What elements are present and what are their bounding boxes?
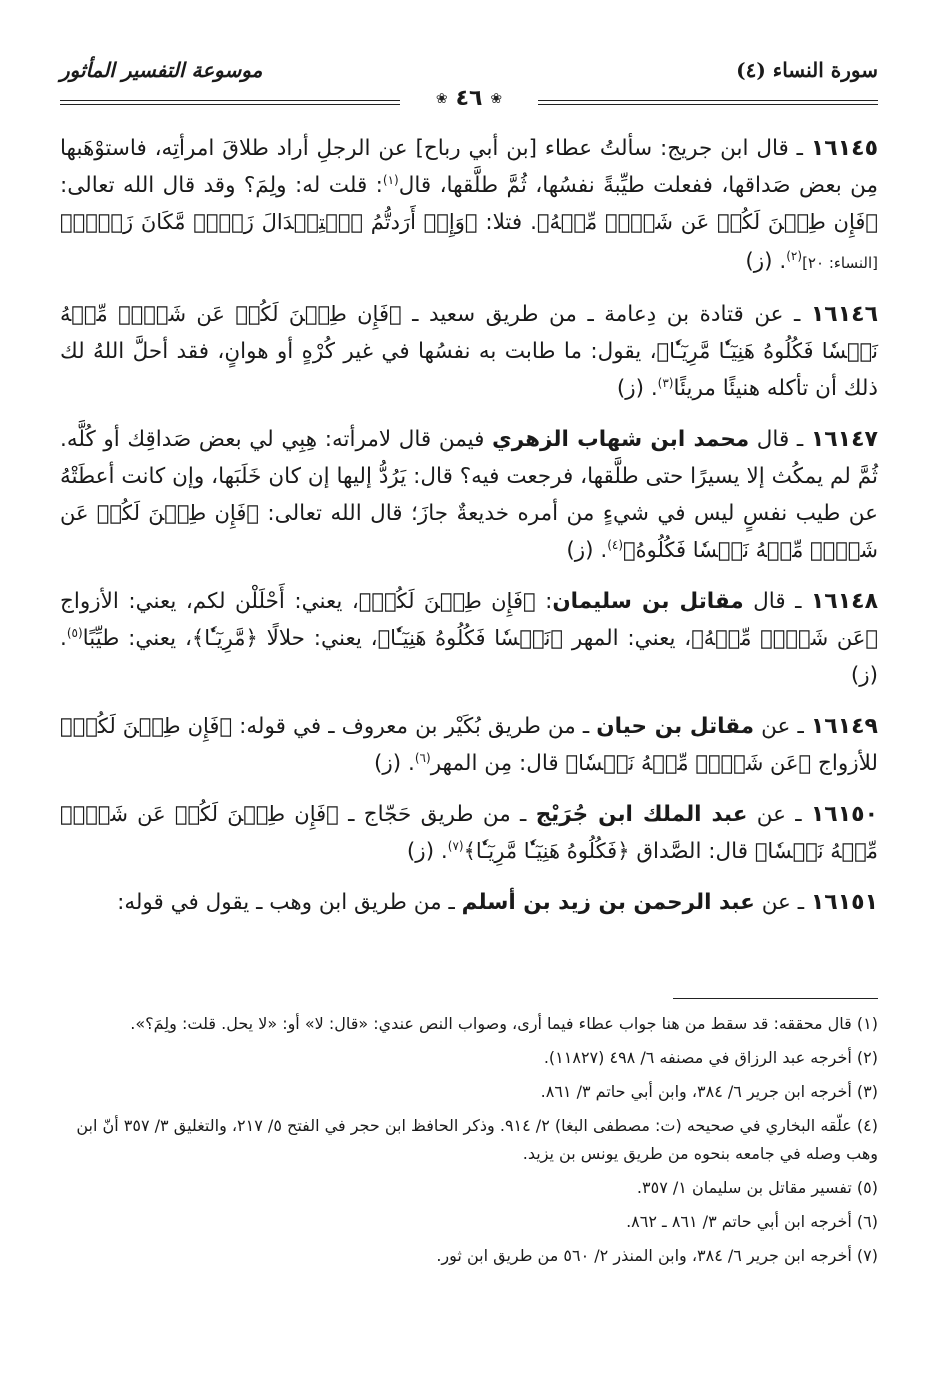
narration-number: ١٦١٥٠ xyxy=(810,802,879,827)
narration-text: ـ قال xyxy=(749,427,811,452)
main-text xyxy=(60,130,878,935)
narration-text: قال: الصَّداق xyxy=(629,839,755,864)
narration-text: ، يقول: ما طابت به نفسُها في غير كُرْهٍ أو هوانٍ، فقد أحلَّ اللهُ لك ذلك أن تأكله هنيئًا مريئًا xyxy=(60,339,878,401)
narration-text: قال: مِن المهر xyxy=(430,751,566,776)
narrator-name: عبد الرحمن بن زيد بن أسلم xyxy=(461,890,755,915)
footnote-marker[interactable]: (٥) xyxy=(66,625,83,640)
narration-text: ـ عن xyxy=(747,802,811,827)
narration-text: . فتلا: xyxy=(477,210,537,235)
page-number-block xyxy=(60,86,878,111)
narration-text: ـ عن xyxy=(754,714,811,739)
page-number: ٤٦ xyxy=(455,86,483,111)
quran-quote: ﴿وَإِنۡ أَرَدتُّمُ ٱسۡتِبۡدَالَ زَوۡجٖ مَّكَانَ زَوۡجٖ﴾ xyxy=(60,210,478,234)
quran-quote: ﴿فَإِن طِبۡنَ لَكُمۡ﴾ xyxy=(358,589,536,613)
book-page xyxy=(60,52,878,1352)
footnote-marker[interactable]: (٧) xyxy=(447,838,464,853)
narration-16149 xyxy=(60,708,878,782)
footnote-2: (٢) أخرجه عبد الرزاق في مصنفه ٦/ ٤٩٨ (١١٨٢٧). xyxy=(543,1048,878,1067)
narration-tail: . (ز) xyxy=(616,376,658,401)
page-header xyxy=(60,52,878,114)
narration-text: ، يعني: طيِّبًا xyxy=(82,626,192,651)
quran-quote: ﴿فَإِن طِبۡنَ لَكُمۡ عَن شَيۡءٖ مِّنۡهُ نَفۡسٗا﴾ xyxy=(60,802,878,863)
footnote-5: (٥) تفسير مقاتل بن سليمان ١/ ٣٥٧. xyxy=(636,1178,878,1197)
ornament-icon: ❀ xyxy=(435,91,448,107)
footnote-marker[interactable]: (٣) xyxy=(657,375,674,390)
narration-tail: . (ز) xyxy=(566,538,608,563)
quran-quote: ﴿فَإِن طِبۡنَ لَكُمۡ عَن شَيۡءٖ مِّنۡهُ﴾ xyxy=(536,210,879,234)
narration-tail: . (ز) xyxy=(60,626,878,688)
footnote-divider xyxy=(673,998,878,999)
narration-tail: . (ز) xyxy=(406,839,448,864)
narration-text: ـ عن قتادة بن دِعامة ـ من طريق سعيد ـ xyxy=(401,302,811,327)
narration-text: ، يعني: المهر xyxy=(563,626,692,651)
narration-text: : xyxy=(535,589,553,614)
narrator-name: عبد الملك ابن جُرَيْج xyxy=(535,802,748,827)
narration-text: ، يعني: حلالًا xyxy=(257,626,378,651)
footnote-7: (٧) أخرجه ابن جرير ٦/ ٣٨٤، وابن المنذر ٢/ ٥٦٠ من طريق ابن ثور. xyxy=(436,1246,878,1265)
narration-text: ـ قال ابن جريج: سألتُ عطاء [بن أبي رباح] عن الرجلِ أراد طلاقَ امرأتِه، فاستوْهَبها مِن بعض صَداقها، ففعلت طيِّبةً نفسُها، ثُمَّ طلَّقها، قال xyxy=(60,136,878,198)
footnote-marker[interactable]: (٤) xyxy=(607,537,624,552)
footnote-6: (٦) أخرجه ابن أبي حاتم ٣/ ٨٦١ ـ ٨٦٢. xyxy=(626,1212,878,1231)
narration-16148 xyxy=(60,583,878,694)
footnote-3: (٣) أخرجه ابن جرير ٦/ ٣٨٤، وابن أبي حاتم ٣/ ٨٦١. xyxy=(540,1082,878,1101)
narration-16147 xyxy=(60,421,878,569)
narration-16150 xyxy=(60,796,878,870)
quran-quote: ﴿عَن شَيۡءٖ مِّنۡهُ نَفۡسٗا﴾ xyxy=(565,751,812,775)
narration-number: ١٦١٤٩ xyxy=(810,714,878,739)
narration-number: ١٦١٤٨ xyxy=(810,589,879,614)
narration-text: ـ قال xyxy=(743,589,811,614)
narration-tail: . (ز) xyxy=(745,249,787,274)
quran-quote: ﴿فَكُلُوهُ هَنِيٓـٔٗا مَّرِيٓـٔٗا﴾ xyxy=(463,839,630,863)
narration-text: ـ عن xyxy=(754,890,811,915)
narrator-name: محمد ابن شهاب الزهري xyxy=(492,427,750,452)
verse-reference: [النساء: ٢٠] xyxy=(802,254,878,272)
footnote-marker[interactable]: (٢) xyxy=(786,248,803,263)
narration-number: ١٦١٤٧ xyxy=(810,427,878,452)
narration-text: : قلت له: ولِمَ؟ وقد قال الله تعالى: xyxy=(60,173,383,198)
narration-16151 xyxy=(60,884,878,921)
ornament-icon: ❀ xyxy=(490,91,503,107)
footnote-1: (١) قال محققه: قد سقط من هنا جواب عطاء فيما أرى، وصواب النص عندي: «قال: لا» أو: «لا يحل. قلت: ولِمَ؟». xyxy=(130,1014,878,1033)
narration-tail: . (ز) xyxy=(374,751,415,776)
narration-number: ١٦١٥١ xyxy=(810,890,878,915)
narration-number: ١٦١٤٦ xyxy=(810,302,878,327)
narration-text: ـ من طريق حَجّاج ـ xyxy=(338,802,536,827)
footnote-marker[interactable]: (١) xyxy=(382,172,399,187)
narration-16146 xyxy=(60,296,878,407)
footnote-marker[interactable]: (٦) xyxy=(414,750,431,765)
quran-quote: ﴿فَإِن طِبۡنَ لَكُمۡ عَن شَيۡءٖ مِّنۡهُ نَفۡسٗا فَكُلُوهُ﴾ xyxy=(60,501,878,562)
narrator-name: مقاتل بن حيان xyxy=(596,714,755,739)
narrator-name: مقاتل بن سليمان xyxy=(552,589,744,614)
narration-text: فيمن قال لامرأته: هِبِي لي بعض صَداقِك أو كُلَّه. ثُمَّ لم يمكُث إلا يسيرًا حتى طلَّقها، فرجعت فيه؟ قال: يَرُدُّ إليها إن كان خَلَبَها، وإن كانت أعطَتْهُ عن طيب نفسٍ ليس في شيءٍ من أمره خديعةٌ جازَ؛ قال الله تعالى: xyxy=(60,427,878,526)
narration-text: ـ من طريق بُكَيْر بن معروف ـ في قوله: xyxy=(232,714,597,739)
narration-number: ١٦١٤٥ xyxy=(810,136,878,161)
surah-title: سورة النساء (٤) xyxy=(736,58,878,82)
narration-text: ، يعني: أَحْلَلْن لكم، يعني: الأزواج xyxy=(60,589,359,614)
quran-quote: ﴿مَّرِيٓـٔٗا﴾ xyxy=(191,626,258,650)
quran-quote: ﴿فَإِن طِبۡنَ لَكُمۡ﴾ xyxy=(60,714,233,738)
narration-text: ـ من طريق ابن وهب ـ يقول في قوله: xyxy=(117,890,462,915)
quran-quote: ﴿عَن شَيۡءٖ مِّنۡهُ﴾ xyxy=(691,626,878,650)
quran-quote: ﴿فَإِن طِبۡنَ لَكُمۡ عَن شَيۡءٖ مِّنۡهُ نَفۡسٗا فَكُلُوهُ هَنِيٓـٔٗا مَّرِيٓـٔٗا﴾ xyxy=(60,302,878,363)
narration-16145 xyxy=(60,130,878,282)
footnote-4: (٤) علّقه البخاري في صحيحه (ت: مصطفى البغا) ٢/ ٩١٤. وذكر الحافظ ابن حجر في الفتح ٥/ ٢١٧، والتغليق ٣/ ٣٥٧ أنّ ابن وهب وصله في جامعه بنحوه من طريق يونس بن يزيد. xyxy=(76,1116,878,1163)
narration-text: للأزواج xyxy=(811,751,878,776)
book-title: موسوعة التفسير المأثور xyxy=(60,58,263,82)
quran-quote: ﴿نَفۡسٗا فَكُلُوهُ هَنِيٓـٔٗا﴾ xyxy=(377,626,564,650)
footnotes xyxy=(60,1010,878,1276)
